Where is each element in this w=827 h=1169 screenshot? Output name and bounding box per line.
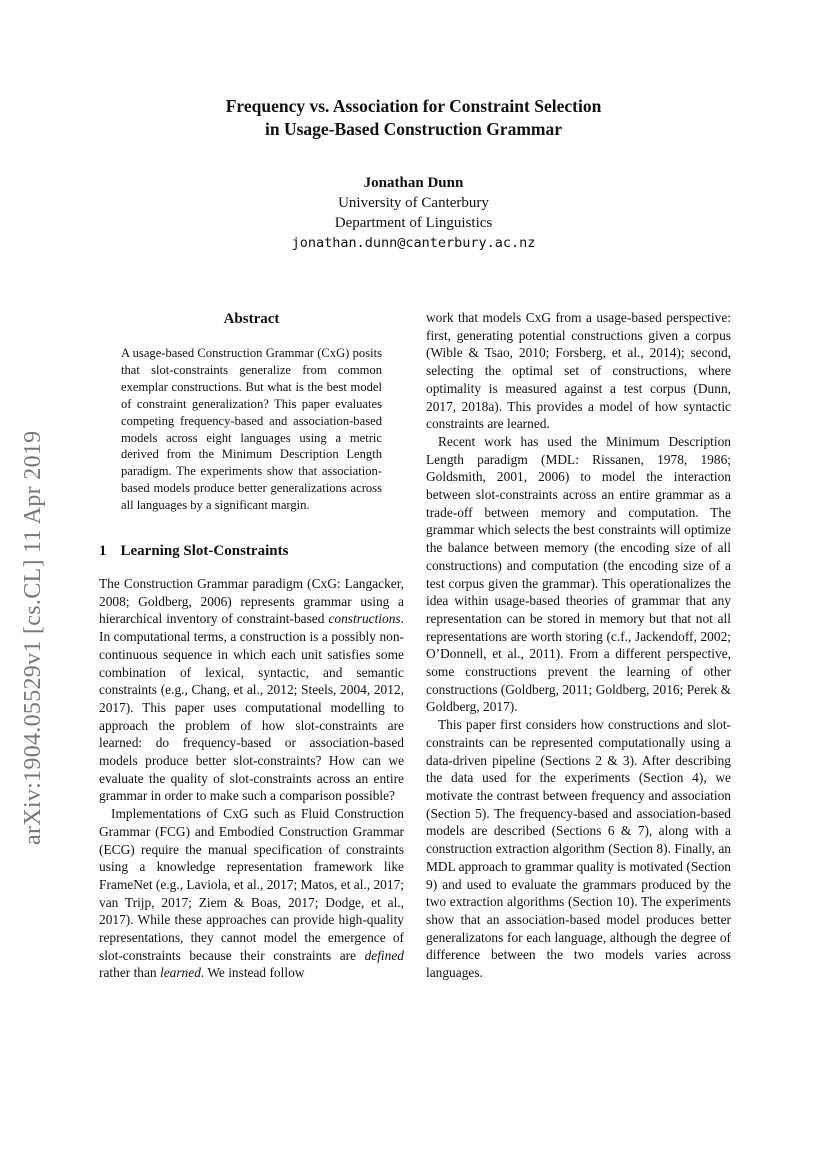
section-number: 1 <box>99 543 107 559</box>
emphasis-text: learned <box>159 965 201 981</box>
paper-title <box>0 95 827 141</box>
emphasis-text: constructions <box>328 611 401 627</box>
paragraph: This paper first considers how constructions and slot-constraints can be represented computationally using a data-driven pipeline (Sections 2 & 3). After describing the data used for the experiments (Section 4), we motivate the contrast between frequency and association (Section 5). The frequency-based and association-based models are described (Sections 6 & 7), along with a construction extraction algorithm (Section 8). Finally, an MDL approach to grammar quality is motivated (Section 9) and used to evaluate the grammars produced by the two extraction algorithms (Section 10). The experiments show that an association-based model produces better generalizatons for each language, although the degree of difference between the two models varies across languages. <box>426 717 731 981</box>
left-column <box>99 575 404 982</box>
paragraph-text: rather than <box>99 965 160 981</box>
paragraph: work that models CxG from a usage-based perspective: first, generating potential constructions given a corpus (Wible & Tsao, 2010; Forsberg, et al., 2014); second, selecting the optimal set of constructions, where optimality is measured against a test corpus (Dunn, 2017, 2018a). This provides a model of how syntactic constraints are learned. <box>426 310 731 432</box>
right-column <box>426 309 731 982</box>
paragraph <box>99 805 404 982</box>
emphasis-text: defined <box>364 947 404 963</box>
paragraph: Recent work has used the Minimum Description Length paradigm (MDL: Rissanen, 1978, 1986; Goldsmith, 2001, 2006) to model the interaction between slot-constraints across an entire grammar as a trade-off between memory and computation. The grammar which selects the best constraints will optimize the balance between memory (the encoding size of all constructions) and computation (the encoding size of a test corpus given the grammar). This operationalizes the idea within usage-based theories of grammar that any representation can be stored in memory but that not all representations are worth storing (c.f., Jackendoff, 2002; O’Donnell, et al., 2011). From a different perspective, some constructions prevent the learning of other constructions (Goldberg, 2011; Goldberg, 2016; Perek & Goldberg, 2017). <box>426 433 731 715</box>
paragraph-text: Implementations of CxG such as Fluid Construction Grammar (FCG) and Embodied Construction Grammar (ECG) require the manual specification of constraints using a knowledge representation framework like FrameNet (e.g., Laviola, et al., 2017; Matos, et al., 2017; van Trijp, 2017; Ziem & Boas, 2017; Dodge, et al., 2017). While these approaches can provide high-quality representations, they cannot model the emergence of slot-constraints because their constraints are <box>99 806 404 963</box>
title-line-2: in Usage-Based Construction Grammar <box>265 119 562 139</box>
author-name: Jonathan Dunn <box>363 175 464 191</box>
paragraph-text: . We instead follow <box>200 965 305 981</box>
section-title: Learning Slot-Constraints <box>120 543 289 559</box>
author-email: jonathan.dunn@canterbury.ac.nz <box>291 235 536 251</box>
paragraph <box>99 575 404 805</box>
title-line-1: Frequency vs. Association for Constraint Selection <box>225 96 602 116</box>
abstract-heading: Abstract <box>223 311 280 327</box>
abstract-text: A usage-based Construction Grammar (CxG) posits that slot-constraints generalize from common exemplar constructions. But what is the best model of constraint generalization? This paper evaluates competing frequency-based and association-based models across eight languages using a metric derived from the Minimum Description Length paradigm. The experiments show that association-based models produce better generalizations across all languages by a significant margin. <box>121 346 382 513</box>
author-affiliation-2: Department of Linguistics <box>334 215 493 231</box>
section-heading <box>99 543 302 560</box>
paragraph-text: . In computational terms, a construction is a possibly non-continuous sequence in which each unit satisfies some combination of lexical, syntactic, and semantic constraints (e.g., Chang, et al., 2012; Steels, 2004, 2012, 2017). This paper uses computational modelling to approach the problem of how slot-constraints are learned: do frequency-based or association-based models produce better slot-constraints? How can we evaluate the quality of slot-constraints across an entire grammar in order to make such a comparison possible? <box>99 611 404 804</box>
author-block <box>0 173 827 253</box>
author-affiliation-1: University of Canterbury <box>338 195 489 211</box>
arxiv-sidebar-stamp: arXiv:1904.05529v1 [cs.CL] 11 Apr 2019 <box>20 430 46 845</box>
paragraph-text: The Construction Grammar paradigm (CxG: Langacker, 2008; Goldberg, 2006) represents grammar using a hierarchical inventory of constraint-based <box>99 576 404 627</box>
